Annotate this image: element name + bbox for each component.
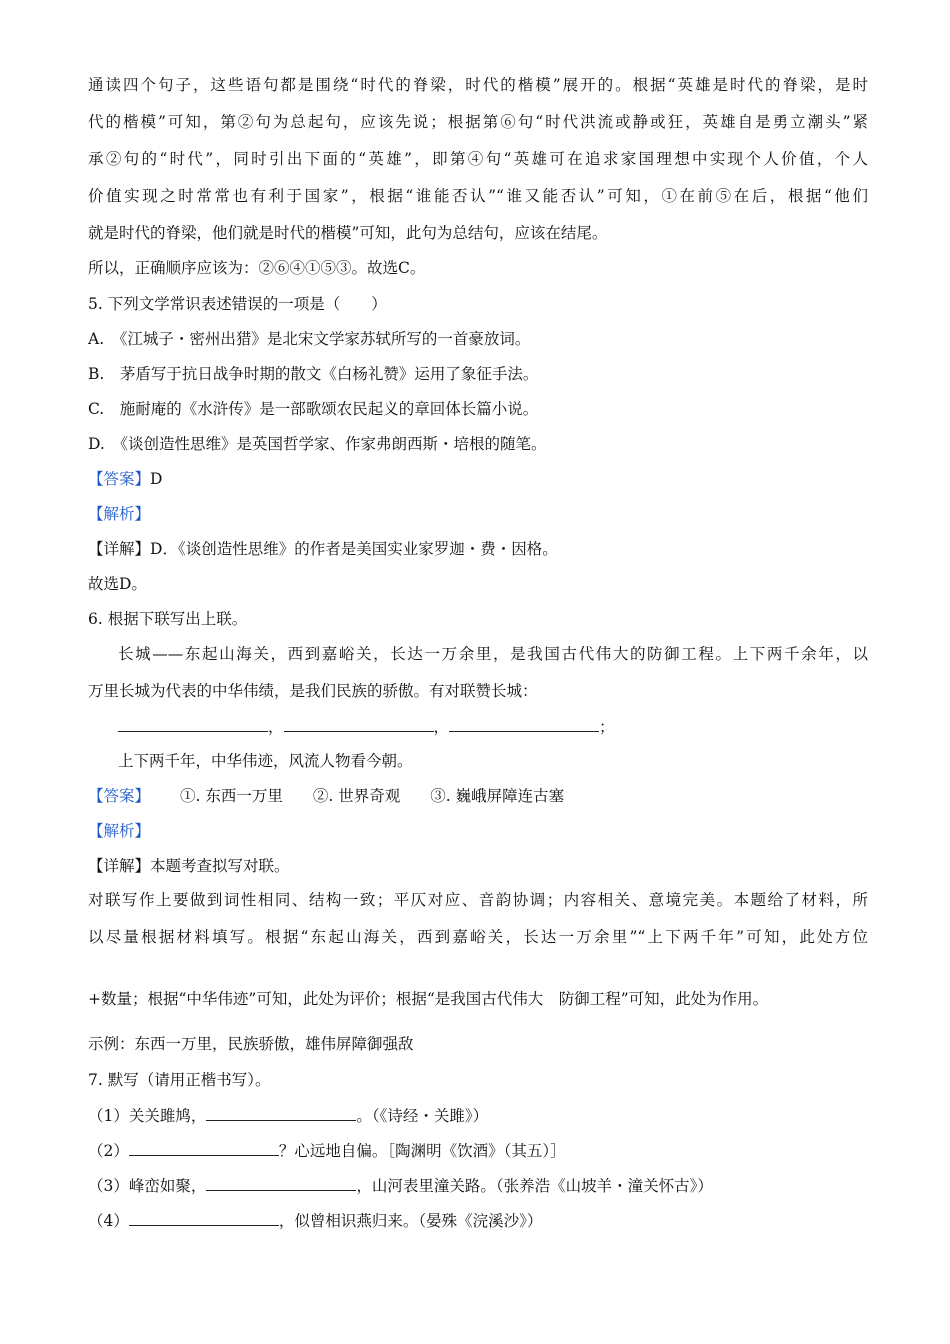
- q5-option-d: D. 《谈创造性思维》是英国哲学家、作家弗朗西斯・培根的随笔。: [88, 435, 547, 453]
- q5-answer: [88, 468, 868, 490]
- q7-item-3-pre: （3）峰峦如聚，: [88, 1177, 207, 1195]
- q7-blank-3[interactable]: [206, 1174, 356, 1191]
- q7-blank-1[interactable]: [206, 1104, 356, 1121]
- answer-tag: 【答案】: [88, 470, 151, 488]
- q5-detail: [88, 538, 868, 560]
- q6-material-1: 长城——东起山海关，西到嘉峪关，长达一万余里，是我国古代伟大的防御工程。上下两千余年，以: [118, 645, 868, 663]
- intro-line-2: 代的楷模”可知，第②句为总起句，应该先说；根据第⑥句“时代洪流或静或狂，英雄自是勇立潮头”紧: [88, 113, 868, 131]
- q6-analysis-tag: 【解析】: [88, 822, 151, 840]
- q5-answer-value: D: [150, 470, 163, 488]
- q6-explain-2: 以尽量根据材料填写。根据“东起山海关，西到嘉峪关，长达一万余里”“上下两千年”可知，此处方位: [88, 928, 868, 946]
- intro-line-3: 承②句的“时代”，同时引出下面的“英雄”，即第④句“英雄可在追求家国理想中实现个人价值，个人: [88, 150, 868, 168]
- q5-choice: 故选D。: [88, 575, 147, 593]
- detail-tag: 【详解】: [88, 540, 151, 558]
- q6-answer-3: ③. 巍峨屏障连古塞: [430, 787, 565, 805]
- q5-stem: 5. 下列文学常识表述错误的一项是（ ）: [88, 295, 387, 313]
- q7-item-4: [88, 1209, 868, 1232]
- q7-stem: 7. 默写（请用正楷书写）。: [88, 1071, 271, 1089]
- intro-line-1: 通读四个句子，这些语句都是围绕“时代的脊梁，时代的楷模”展开的。根据“英雄是时代的脊梁，是时: [88, 76, 868, 94]
- q7-item-2-pre: （2）: [88, 1142, 129, 1160]
- q7-item-1: [88, 1104, 868, 1127]
- q6-answer-1: ①. 东西一万里: [180, 787, 283, 805]
- detail-tag: 【详解】: [88, 857, 151, 875]
- q6-explain-1: 对联写作上要做到词性相同、结构一致；平仄对应、音韵协调；内容相关、意境完美。本题给了材料，所: [88, 891, 868, 909]
- q6-material-2: 万里长城为代表的中华伟绩，是我们民族的骄傲。有对联赞长城：: [88, 682, 538, 700]
- q7-blank-2[interactable]: [129, 1139, 279, 1156]
- q6-blanks: [118, 715, 868, 738]
- q6-detail: [88, 855, 868, 877]
- q7-item-1-post: 。（《诗经・关雎》）: [356, 1107, 489, 1125]
- q5-detail-text: D．《谈创造性思维》的作者是美国实业家罗迦・费・因格。: [150, 540, 558, 558]
- intro-conclusion: 所以，正确顺序应该为：②⑥④①⑤③。故选C。: [88, 259, 426, 277]
- q6-answer: [88, 785, 868, 807]
- q6-lower-couplet: 上下两千年，中华伟迹，风流人物看今朝。: [118, 752, 413, 770]
- answer-tag: 【答案】: [88, 787, 151, 805]
- q5-option-a: A. 《江城子・密州出猎》是北宋文学家苏轼所写的一首豪放词。: [88, 330, 531, 348]
- blank-2[interactable]: [284, 715, 434, 732]
- q7-blank-4[interactable]: [129, 1209, 279, 1226]
- q7-item-4-pre: （4）: [88, 1212, 129, 1230]
- q5-option-c: C. 施耐庵的《水浒传》是一部歌颂农民起义的章回体长篇小说。: [88, 400, 539, 418]
- intro-line-4: 价值实现之时常常也有利于国家”，根据“谁能否认”“谁又能否认”可知，①在前⑤在后，根据“他们: [88, 187, 868, 205]
- q5-option-b: B. 茅盾写于抗日战争时期的散文《白杨礼赞》运用了象征手法。: [88, 365, 539, 383]
- q6-explain-3: +数量；根据“中华伟迹”可知，此处为评价；根据“是我国古代伟大 防御工程”可知，此处为作用。: [88, 990, 769, 1008]
- q6-stem: 6. 根据下联写出上联。: [88, 610, 248, 628]
- q6-detail-text: 本题考查拟写对联。: [150, 857, 290, 875]
- blank-1[interactable]: [118, 715, 268, 732]
- q6-answer-2: ②. 世界奇观: [312, 787, 401, 805]
- q7-item-3-post: ，山河表里潼关路。（张养浩《山坡羊・潼关怀古》）: [356, 1177, 713, 1195]
- q7-item-3: [88, 1174, 868, 1197]
- q7-item-2: [88, 1139, 868, 1162]
- q7-item-2-post: ？心远地自偏。［陶渊明《饮酒》（其五）］: [278, 1142, 566, 1160]
- q6-example: 示例：东西一万里，民族骄傲，雄伟屏障御强敌: [88, 1035, 414, 1053]
- blank-end: ；: [599, 718, 615, 736]
- blank-separator: ，: [268, 718, 284, 736]
- q5-analysis-tag: 【解析】: [88, 505, 151, 523]
- blank-separator: ，: [433, 718, 450, 736]
- q7-item-4-post: ，似曾相识燕归来。（晏殊《浣溪沙》）: [278, 1212, 543, 1230]
- blank-3[interactable]: [449, 715, 599, 732]
- intro-line-5: 就是时代的脊梁，他们就是时代的楷模”可知，此句为总结句，应该在结尾。: [88, 224, 608, 242]
- q7-item-1-pre: （1）关关雎鸠，: [88, 1107, 207, 1125]
